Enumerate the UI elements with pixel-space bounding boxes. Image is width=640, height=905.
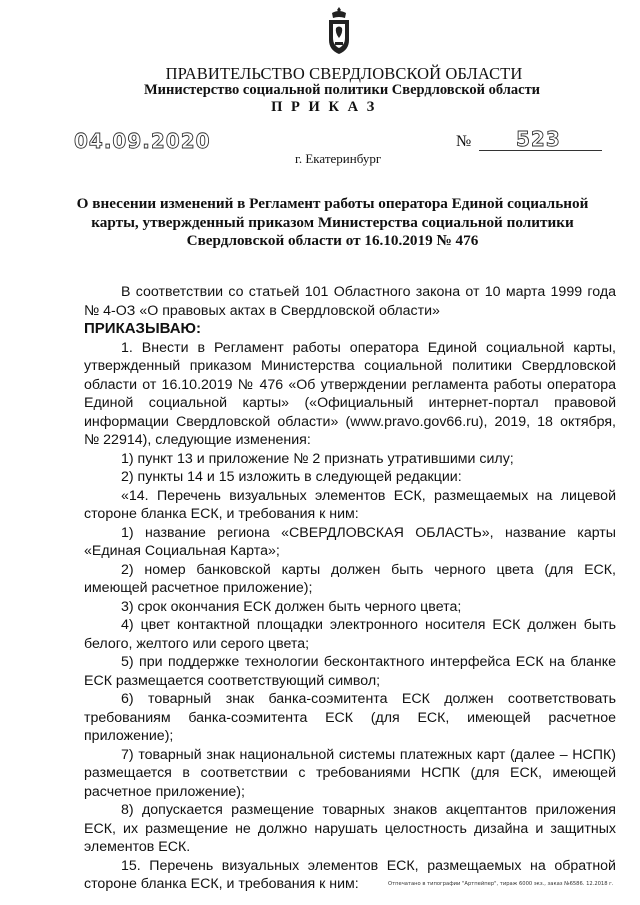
preamble: В соответствии со статьей 101 Областного закона от 10 марта 1999 года № 4-ОЗ «О правовых актах в Свердловской области» xyxy=(84,284,616,319)
document-type: П Р И К А З xyxy=(271,99,377,115)
list-item: 3) срок окончания ЕСК должен быть черного цвета; xyxy=(121,598,462,615)
city: г. Екатеринбург xyxy=(295,151,382,166)
list-item: 6) товарный знак банка-соэмитента ЕСК должен соответствовать требованиям банка-соэмитента ЕСК (для ЕСК, имеющей расчетное приложение); xyxy=(84,691,616,744)
list-item: 4) цвет контактной площадки электронного носителя ЕСК должен быть белого, желтого или серого цвета; xyxy=(84,617,616,652)
list-item: 8) допускается размещение товарных знаков акцептантов приложения ЕСК, их размещение не должно нарушать целостность дизайна и защитных элементов ЕСК. xyxy=(84,802,616,855)
change-1: 1) пункт 13 и приложение № 2 признать утратившими силу; xyxy=(121,450,514,467)
document-date: 04.09.2020 xyxy=(74,129,211,153)
command: ПРИКАЗЫВАЮ: xyxy=(84,320,202,337)
list-item: 2) номер банковской карты должен быть черного цвета (для ЕСК, имеющей расчетное приложение); xyxy=(84,561,616,596)
paragraph-14: «14. Перечень визуальных элементов ЕСК, размещаемых на лицевой стороне бланка ЕСК, и требования к ним: xyxy=(84,487,616,522)
document-number: 523 xyxy=(516,127,561,151)
print-footer: Отпечатано в типографии "Артпейпер", тираж 6000 экз., заказ №6586. 12.2018 г. xyxy=(388,881,614,887)
document-subject: О внесении изменений в Регламент работы оператора Единой социальной карты, утвержденный приказом Министерства социальной политики Свердловской области от 16.10.2019 № 476 xyxy=(76,195,589,249)
list-item: 1) название региона «СВЕРДЛОВСКАЯ ОБЛАСТЬ», название карты «Единая Социальная Карта»; xyxy=(84,524,616,559)
paragraph-15: 15. Перечень визуальных элементов ЕСК, размещаемых на обратной стороне бланка ЕСК, и требования к ним: xyxy=(84,857,616,892)
item-1: 1. Внести в Регламент работы оператора Единой социальной карты, утвержденный приказом Министерства социальной политики Свердловской области от 16.10.2019 № 476 «Об утверждении регламента работы оператора Единой социальной карты» («Официальный интернет-портал правовой информации Свердловской области» (www.pravo.gov66.ru), 2019, 18 октября, № 22914), следующие изменения: xyxy=(84,339,616,448)
document-body xyxy=(84,283,616,894)
number-label: № xyxy=(456,133,472,150)
ministry-title: Министерство социальной политики Свердловской области xyxy=(143,82,541,98)
change-2: 2) пункты 14 и 15 изложить в следующей редакции: xyxy=(121,469,462,485)
coat-of-arms-icon xyxy=(326,6,352,56)
government-title: ПРАВИТЕЛЬСТВО СВЕРДЛОВСКОЙ ОБЛАСТИ xyxy=(165,64,523,83)
list-item: 5) при поддержке технологии бесконтактного интерфейса ЕСК на бланке ЕСК размещается соответствующий символ; xyxy=(84,654,616,689)
list-item: 7) товарный знак национальной системы платежных карт (далее – НСПК) размещается в соответствии с требованиями НСПК (для ЕСК, имеющей расчетное приложение); xyxy=(84,746,616,800)
